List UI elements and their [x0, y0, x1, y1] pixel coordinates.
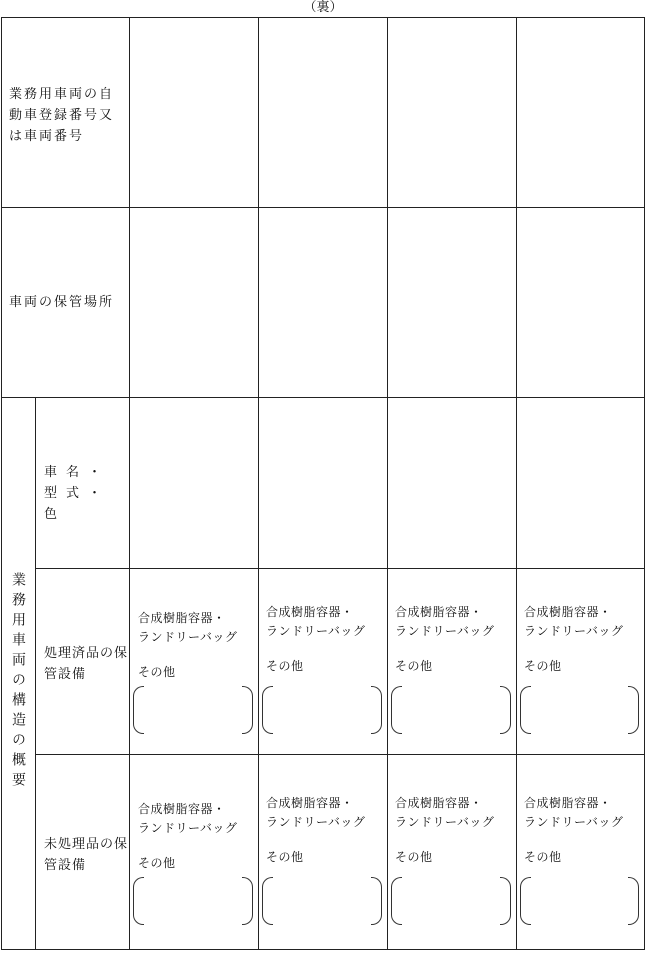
bracket-left — [391, 686, 402, 734]
registration-number-label: 業務用車両の自動車登録番号又は車両番号 — [9, 87, 115, 144]
storage-location-label: 車両の保管場所 — [9, 295, 115, 310]
bracket-right — [371, 686, 382, 734]
option-other: その他 — [524, 659, 562, 673]
option-other: その他 — [138, 665, 176, 679]
bracket-right — [628, 686, 639, 734]
structure-overview-label: 業務用車両の構造の概要 — [10, 572, 26, 792]
option-line-2: ランドリーバッグ — [266, 815, 366, 829]
option-block — [524, 794, 642, 867]
option-line-1: 合成樹脂容器・ — [524, 796, 612, 810]
option-block — [266, 603, 384, 676]
option-line-1: 合成樹脂容器・ — [266, 796, 354, 810]
bracket-left — [133, 877, 144, 925]
bracket-left — [391, 877, 402, 925]
option-block — [395, 794, 513, 867]
bracket-left — [133, 686, 144, 734]
bracket-right — [500, 686, 511, 734]
option-line-2: ランドリーバッグ — [266, 624, 366, 638]
option-line-2: ランドリーバッグ — [138, 821, 238, 835]
option-line-2: ランドリーバッグ — [395, 624, 495, 638]
option-line-1: 合成樹脂容器・ — [395, 796, 483, 810]
bracket-left — [262, 877, 273, 925]
option-line-1: 合成樹脂容器・ — [395, 605, 483, 619]
option-line-2: ランドリーバッグ — [138, 630, 238, 644]
processed-storage-label: 処理済品の保管設備 — [44, 646, 129, 682]
page-header: （裏） — [303, 0, 343, 15]
option-other: その他 — [266, 659, 304, 673]
option-other: その他 — [138, 856, 176, 870]
option-other: その他 — [395, 850, 433, 864]
bracket-right — [500, 877, 511, 925]
bracket-right — [242, 877, 253, 925]
option-line-2: ランドリーバッグ — [524, 624, 624, 638]
option-other: その他 — [266, 850, 304, 864]
unprocessed-storage-label: 未処理品の保管設備 — [44, 837, 129, 873]
option-line-2: ランドリーバッグ — [524, 815, 624, 829]
option-block — [266, 794, 384, 867]
option-other: その他 — [524, 850, 562, 864]
option-block — [138, 800, 256, 873]
option-block — [138, 609, 256, 682]
bracket-right — [242, 686, 253, 734]
bracket-right — [628, 877, 639, 925]
option-other: その他 — [395, 659, 433, 673]
option-block — [395, 603, 513, 676]
option-line-1: 合成樹脂容器・ — [138, 611, 226, 625]
option-line-1: 合成樹脂容器・ — [524, 605, 612, 619]
option-line-1: 合成樹脂容器・ — [138, 802, 226, 816]
option-block — [524, 603, 642, 676]
bracket-left — [520, 877, 531, 925]
option-line-1: 合成樹脂容器・ — [266, 605, 354, 619]
car-name-model-color-label: 車名・型式・色 — [44, 465, 111, 522]
bracket-left — [262, 686, 273, 734]
bracket-right — [371, 877, 382, 925]
option-line-2: ランドリーバッグ — [395, 815, 495, 829]
bracket-left — [520, 686, 531, 734]
